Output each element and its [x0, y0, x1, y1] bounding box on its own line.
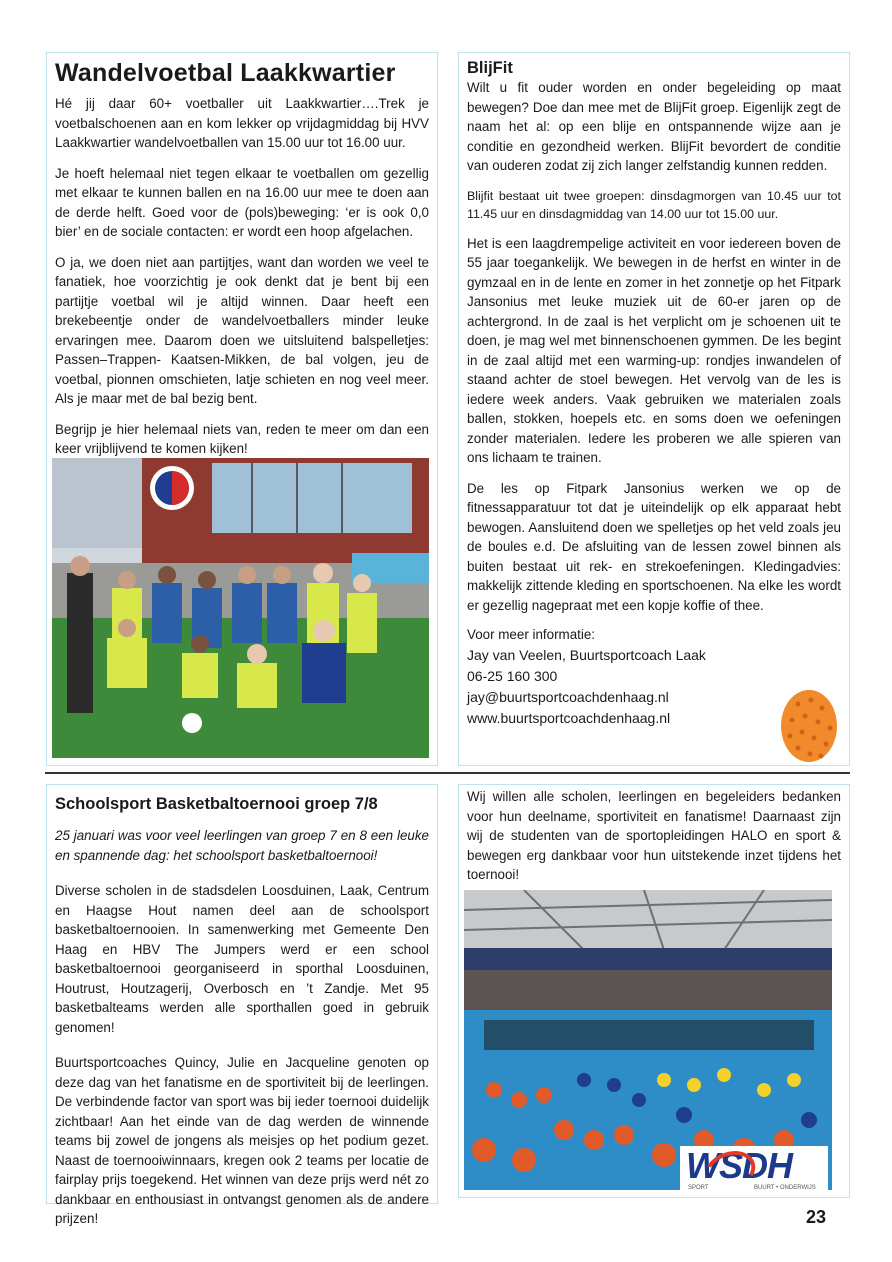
paragraph: Buurtsportcoaches Quincy, Julie en Jacqueline genoten op deze dag van het fanatisme en de sportiviteit bij de leerlingen. De verbindende factor van sport was bij ieder toernooi duidelijk zichtbaar! Aan het einde van de dag werden de winnende teams bij zowel de jongens als meisjes op het podium gezet. Naast de toernooiwinnaars, kregen ook 2 teams per locatie de fairplay prijs toegekend. Het winnen van deze prijs werd nét zo dankbaar en enthousiast in ontvangst genomen als de andere prijzen! [55, 1055, 429, 1226]
schedule-paragraph: Blijfit bestaat uit twee groepen: dinsdagmorgen van 10.45 uur tot 11.45 uur en dinsdagmiddag van 14.00 uur tot 15.00 uur. [467, 188, 841, 221]
contact-phone: 06-25 160 300 [467, 668, 558, 684]
article-blijfit [458, 52, 850, 766]
easter-egg-icon [778, 684, 840, 764]
paragraph: O ja, we doen niet aan partijtjes, want dan worden we veel te fanatiek, hoe voorzichtig je ook denkt dat je bent bij een partijtje voetbal wil je altijd winnen. Daar heeft een brekebeentje onder de wandelvoetballers minder leuke ervaringen mee. Daarom doen we uitsluitend balspelletjes: Passen–Trappen- Kaatsen-Mikken, de bal volgen, jeu de voetbal, pionnen omschieten, latje schieten en nog veel meer. Als je maar met de bal bezig bent. [55, 254, 429, 406]
article-title: Schoolsport Basketbaltoernooi groep 7/8 [55, 795, 378, 813]
article-basketbaltoernooi [46, 784, 438, 1226]
section-divider [45, 772, 850, 774]
article-title: BlijFit [467, 59, 513, 77]
team-photo [52, 458, 429, 758]
contact-email[interactable]: jay@buurtsportcoachdenhaag.nl [467, 689, 669, 705]
paragraph: De les op Fitpark Jansonius werken we op de fitnessapparatuur tot dat je uiteindelijk op elk apparaat hebt bewogen. Aansluitend doen we spelletjes op het veld zoals jeu de boules e.d. De afsluiting van de lessen zowel binnen als buiten bestaat uit rek- en strekoefeningen. Kledingadvies: makkelijk zittende kleding en sportschoenen. Na elke les wordt er gezellig nagepraat met een kopje koffie of thee. [467, 480, 841, 613]
paragraph: Je hoeft helemaal niet tegen elkaar te voetballen om gezellig met elkaar te kunnen ballen en na 16.00 uur mee te doen aan de derde helft. Goed voor de (pols)beweging: ‘er is ook 0,0 bier’ en de sociale contacten: er wordt een hoop afgelachen. [55, 165, 429, 239]
wsdh-logo [680, 1146, 828, 1194]
paragraph: Wilt u fit ouder worden en onder begeleiding op maat bewegen? Doe dan mee met de BlijFit groep. Eigenlijk zegt de naam het al: op een blije en ontspannende wijze aan je conditie en gezondheid werken. BlijFit bevordert de conditie van ouderen zodat zij zich langer zelfstandig kunnen redden. [467, 80, 841, 173]
paragraph: Begrijp je hier helemaal niets van, reden te meer om dan een keer vrijblijvend te komen kijken! [55, 421, 429, 456]
logo-sub-left: SPORT [688, 1185, 709, 1191]
paragraph: Wij willen alle scholen, leerlingen en begeleiders bedanken voor hun deelname, sportiviteit en fanatisme! Daarnaast zijn wij de studenten van de sportopleidingen HALO en sport & bewegen erg dankbaar voor hun uitstekende inzet tijdens het toernooi! [467, 789, 841, 882]
contact-name: Jay van Veelen, Buurtsportcoach Laak [467, 647, 706, 663]
contact-heading: Voor meer informatie: [467, 627, 596, 642]
logo-text: WSDH [686, 1145, 792, 1186]
article-title: Wandelvoetbal Laakkwartier [55, 59, 396, 87]
paragraph: Hé jij daar 60+ voetballer uit Laakkwartier….Trek je voetbalschoenen aan en kom lekker op vrijdagmiddag bij HVV Laakkwartier wandelvoetballen van 15.00 uur tot 16.00 uur. [55, 96, 429, 150]
contact-website[interactable]: www.buurtsportcoachdenhaag.nl [467, 710, 671, 726]
paragraph: Het is een laagdrempelige activiteit en voor iedereen boven de 55 jaar toegankelijk. We bewegen in de herfst en winter in de gymzaal en in de lente en zomer in het zonnetje op het Fitpark Jansonius met leuke muziek uit de 60-er jaren op de achtergrond. In de zaal is het verplicht om je schoenen uit te doen, je mag wel met binnenschoenen gymmen. De les begint in de zaal altijd met een warming-up: rondjes inwandelen of staand achter de stoel bewegen. Het vervolg van de les is iedere week anders. Vaak gebruiken we materialen zoals ballen, stokken, hoepels etc. en soms doen we oefeningen zonder materialen. Iedere les proberen we alle spieren van ons lichaam te trainen. [467, 235, 841, 465]
logo-sub-right: BUURT • ONDERWIJS [754, 1185, 816, 1191]
intro-paragraph: 25 januari was voor veel leerlingen van groep 7 en 8 een leuke en spannende dag: het schoolsport basketbaltoernooi! [55, 828, 429, 863]
page-number: 23 [805, 1207, 826, 1227]
paragraph: Diverse scholen in de stadsdelen Loosduinen, Laak, Centrum en Haagse Hout namen deel aan de schoolsport basketbaltoernooien. In samenwerking met Gemeente Den Haag en HBV The Jumpers werd er een school basketbaltoernooi georganiseerd in sporthal Loosduinen, Houtrust, Houtzagerij, Overbosch en ’t Zandje. Met 95 basketbalteams werden alle sporthallen goed in gebruik genomen! [55, 883, 429, 1035]
